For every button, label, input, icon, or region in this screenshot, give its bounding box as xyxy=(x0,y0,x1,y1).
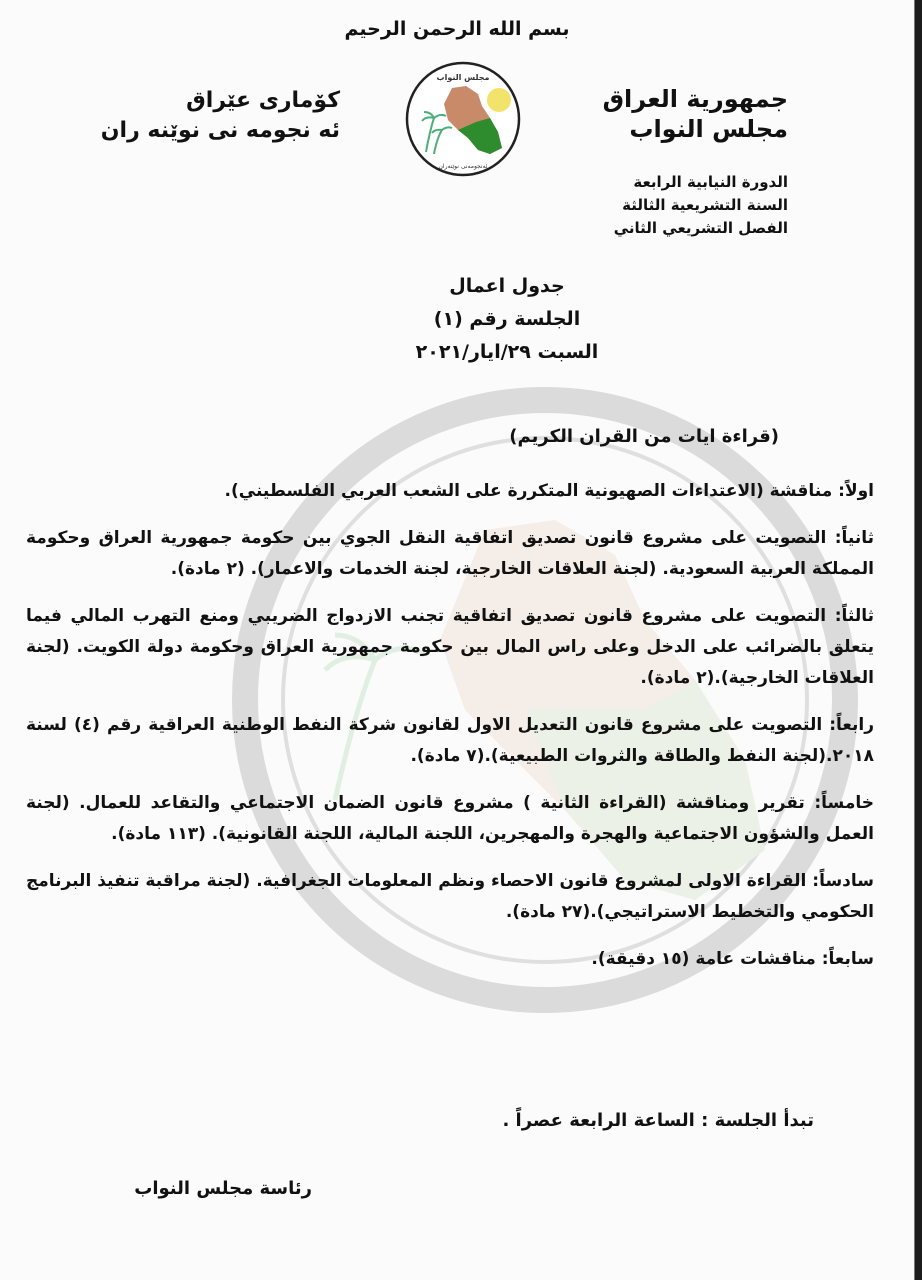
quran-opening: (قراءة ايات من القران الكريم) xyxy=(509,426,779,447)
country-name-kurdish: كۆماری عێراق xyxy=(186,88,340,113)
agenda-item-label: اولاً: xyxy=(838,481,874,501)
agenda-item xyxy=(26,601,874,694)
agenda-item-text: القراءة الاولى لمشروع قانون الاحصاء ونظم المعلومات الجغرافية. (لجنة مراقبة تنفيذ البرنامج الحكومي والتخطيط الاستراتيجي).(٢٧ مادة). xyxy=(26,871,874,922)
logo-top-text: مجلس النواب xyxy=(436,73,490,82)
institution-name-kurdish: ئە نجومە نی نوێنە ران xyxy=(100,118,340,143)
country-name: جمهورية العراق xyxy=(602,85,788,113)
agenda-item-text: مناقشة (الاعتداءات الصهيونية المتكررة على الشعب العربي الفلسطيني). xyxy=(224,481,833,501)
basmala: بسم الله الرحمن الرحيم xyxy=(344,18,570,40)
session-date: السبت ٢٩/ايار/٢٠٢١ xyxy=(415,341,599,363)
agenda-item-label: خامساً: xyxy=(814,793,875,813)
agenda-item-label: ثانياً: xyxy=(834,528,874,548)
logo-bottom-text: ئەنجومەنی نوێنەران xyxy=(438,163,488,170)
signature-presidency: رئاسة مجلس النواب xyxy=(134,1178,312,1199)
institution-name: مجلس النواب xyxy=(629,115,788,143)
electoral-cycle: الدورة النيابية الرابعة xyxy=(633,173,788,191)
agenda-item-text: التصويت على مشروع قانون التعديل الاول لقانون شركة النفط الوطنية العراقية رقم (٤) لسنة ٢٠١٨.(لجنة النفط والطاقة والثروات الطبيعية).(٧ مادة). xyxy=(26,715,874,766)
parliament-emblem-iraq-map-icon xyxy=(404,60,522,178)
legislative-term: الفصل التشريعي الثاني xyxy=(613,219,788,237)
agenda-title: جدول اعمال xyxy=(449,275,565,297)
agenda-item-label: رابعاً: xyxy=(829,715,875,735)
agenda-item-text: التصويت على مشروع قانون تصديق اتفاقية النقل الجوي بين حكومة جمهورية العراق وحكومة المملكة العربية السعودية. (لجنة العلاقات الخارجية، لجنة الخدمات والاعمار). (٢ مادة). xyxy=(26,528,874,579)
agenda-item-text: تقرير ومناقشة (القراءة الثانية ) مشروع قانون الضمان الاجتماعي والتقاعد للعمال. (لجنة العمل والشؤون الاجتماعية والهجرة والمهجرين، اللجنة المالية، اللجنة القانونية). (١١٣ مادة). xyxy=(26,793,874,844)
agenda-item xyxy=(26,944,874,975)
agenda-items xyxy=(26,476,874,991)
scan-edge xyxy=(914,0,922,1280)
agenda-item xyxy=(26,866,874,928)
agenda-item-text: التصويت على مشروع قانون تصديق اتفاقية تجنب الازدواج الضريبي ومنع التهرب المالي فيما يتعلق بالضرائب على الدخل وعلى راس المال بين حكومة جمهورية العراق وحكومة دولة الكويت. (لجنة العلاقات الخارجية).(٢ مادة). xyxy=(26,606,874,688)
agenda-item xyxy=(26,523,874,585)
header-left-kurdish xyxy=(100,86,340,146)
legislative-year: السنة التشريعية الثالثة xyxy=(622,196,788,214)
agenda-item-label: سادساً: xyxy=(812,871,875,891)
session-info xyxy=(614,171,788,240)
agenda-item-text: مناقشات عامة (١٥ دقيقة). xyxy=(591,949,816,969)
agenda-item-label: سابعاً: xyxy=(821,949,874,969)
agenda-item xyxy=(26,710,874,772)
agenda-item xyxy=(26,476,874,507)
agenda-item xyxy=(26,788,874,850)
session-start-time: تبدأ الجلسة : الساعة الرابعة عصراً . xyxy=(502,1110,814,1131)
agenda-item-label: ثالثاً: xyxy=(834,606,875,626)
agenda-title-block xyxy=(0,270,914,369)
header-right xyxy=(603,84,788,144)
session-number: الجلسة رقم (١) xyxy=(433,308,581,330)
